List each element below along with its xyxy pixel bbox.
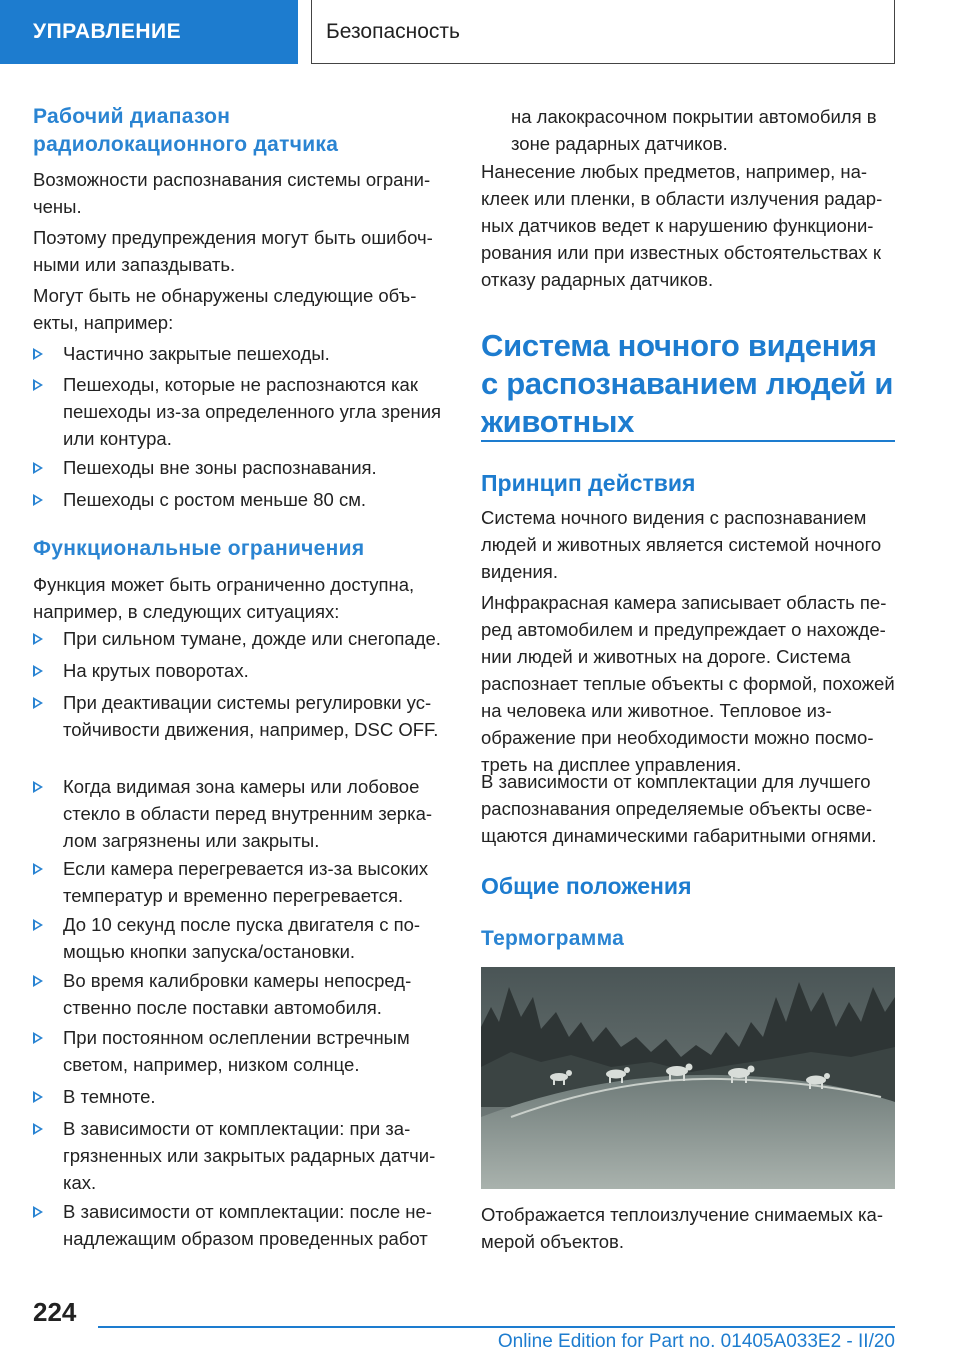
triangle-bullet-icon: [33, 1206, 43, 1218]
triangle-bullet-icon: [33, 863, 43, 875]
footer-divider: [98, 1326, 895, 1328]
paragraph: Инфракрасная камера записывает область перед автомобилем и предупреждает о нахождении людей и животных на дороге. Система распознает теплые объекты с формой, похожей на человека или животное. Тепловое изображение при необходимости можно посмотреть на дисплее управления.: [481, 592, 895, 775]
section-header: [311, 0, 895, 64]
heading-functional-limits: Функциональные ограничения: [33, 537, 365, 560]
triangle-bullet-icon: [33, 1032, 43, 1044]
paragraph-continuation: на лакокрасочном покрытии автомобиля в зоне радарных датчиков.: [511, 106, 877, 154]
triangle-bullet-icon: [33, 494, 43, 506]
triangle-bullet-icon: [33, 348, 43, 360]
heading-principle: Принцип действия: [481, 470, 696, 496]
triangle-bullet-icon: [33, 919, 43, 931]
heading-general: Общие положения: [481, 873, 692, 899]
triangle-bullet-icon: [33, 975, 43, 987]
triangle-bullet-icon: [33, 633, 43, 645]
paragraph: Нанесение любых предметов, например, наклеек или пленки, в области излучения радарных датчиков ведет к нарушению функционирования или при известных обстоятельствах к отказу радарных датчиков.: [481, 161, 883, 290]
chapter-tab-label: УПРАВЛЕНИЕ: [33, 20, 182, 43]
section-header-label: Безопасность: [326, 19, 460, 43]
triangle-bullet-icon: [33, 697, 43, 709]
chapter-tab[interactable]: [0, 0, 298, 64]
triangle-bullet-icon: [33, 462, 43, 474]
section-title: Система ночного видения с распознаванием людей и животных: [481, 328, 894, 439]
triangle-bullet-icon: [33, 379, 43, 391]
page-number: 224: [33, 1297, 77, 1327]
triangle-bullet-icon: [33, 1123, 43, 1135]
heading-thermogram: Термограмма: [481, 927, 625, 950]
paragraph: Система ночного видения с распознаванием людей и животных является системой ночного видения.: [481, 507, 882, 582]
triangle-bullet-icon: [33, 665, 43, 677]
thermogram-image: [481, 967, 895, 1189]
triangle-bullet-icon: [33, 1091, 43, 1103]
heading-radar-range: Рабочий диапазон радиолокационного датчика: [33, 105, 339, 156]
image-caption: Отображается теплоизлучение снимаемых камерой объектов.: [481, 1204, 884, 1252]
paragraph: Функция может быть ограниченно доступна, например, в следующих ситуациях:: [33, 574, 415, 622]
paragraph: Возможности распознавания системы ограничены.: [33, 169, 431, 217]
paragraph: В зависимости от комплектации для лучшего распознавания определяемые объекты освещаются динамическими габаритными огнями.: [481, 771, 877, 846]
triangle-bullet-icon: [33, 781, 43, 793]
paragraph: Могут быть не обнаружены следующие объекты, например:: [33, 285, 417, 333]
paragraph: Поэтому предупреждения могут быть ошибочными или запаздывать.: [33, 227, 433, 275]
edition-footer[interactable]: Online Edition for Part no. 01405A033E2 - II/20: [497, 1331, 895, 1352]
title-divider: [481, 440, 895, 442]
